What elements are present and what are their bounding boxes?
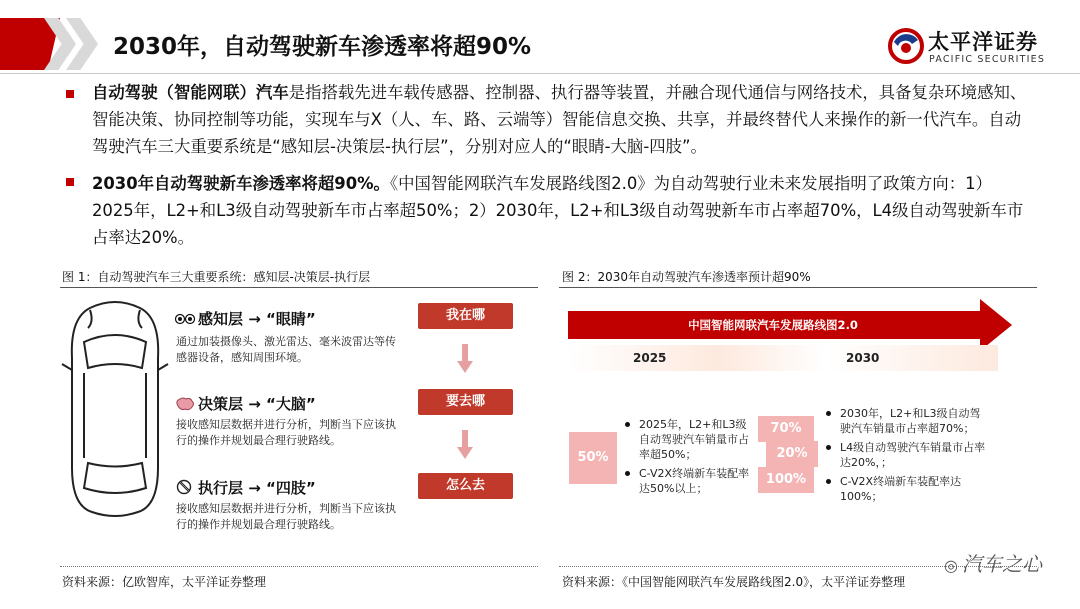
fig1-section-title-2: 决策层 → “大脑” [198, 395, 316, 413]
bullet-lead-1: 自动驾驶（智能网联）汽车 [92, 83, 289, 102]
notes-2030 [826, 406, 991, 508]
where-am-i-button: 我在哪 [418, 303, 513, 329]
company-logo [888, 26, 1058, 70]
bullet-text-2: 《中国智能网联汽车发展路线图2.0》为自动驾驶行业未来发展指明了政策方向：1）2025年，L2+和L3级自动驾驶新车市占率超50%；2）2030年，L2+和L3级自动驾驶新车市占率超70%，L4级自动驾驶新车市占率达20%。 [92, 174, 1024, 247]
notes-2025 [625, 417, 755, 500]
fig1-caption: 图 1：自动驾驶汽车三大重要系统：感知层-决策层-执行层 [62, 270, 371, 284]
fig1-source: 资料来源：亿欧智库，太平洋证券整理 [62, 575, 267, 589]
how-to-go-button: 怎么去 [418, 473, 513, 499]
fig1-section-desc-1: 通过加装摄像头、激光雷达、毫米波雷达等传感器设备，感知周围环境。 [176, 335, 396, 364]
fig1-section-title-3: 执行层 → “四肢” [198, 479, 316, 497]
fig1-section-desc-2: 接收感知层数据并进行分析，判断当下应该执行的操作并规划最合理行驶路线。 [176, 418, 396, 447]
down-arrow-icon [457, 344, 473, 374]
down-arrow-icon [457, 430, 473, 460]
fig2-source: 资料来源：《中国智能网联汽车发展路线图2.0》，太平洋证券整理 [562, 575, 906, 589]
bullet-lead-2: 2030年自动驾驶新车渗透率将超90%。 [92, 174, 390, 193]
brain-icon [175, 396, 193, 410]
bullet-text-1: 是指搭载先进车载传感器、控制器、执行器等装置，并融合现代通信与网络技术，具备复杂环境感知、智能决策、协同控制等功能，实现车与X（人、车、路、云端等）智能信息交换、共享，并最终替代人来操作的新一代汽车。自动驾驶汽车三大重要系统是“感知层-决策层-执行层”，分别对应人的“眼睛-大脑-四肢”。 [92, 83, 1027, 156]
year-2030-label: 2030 [846, 351, 880, 365]
bullet-marker-2 [66, 178, 74, 186]
car-topview-illustration [60, 298, 170, 520]
fig2-top-rule [559, 287, 1037, 288]
pct-badge-2030-cv2x: 100% [758, 467, 814, 493]
where-to-go-button: 要去哪 [418, 389, 513, 415]
fig1-bottom-rule [60, 566, 538, 567]
logo-mark-icon [888, 28, 924, 64]
year-2025-label: 2025 [633, 351, 667, 365]
header-divider [0, 73, 1080, 74]
note-2030-2: L4级自动驾驶汽车销量市占率达20%，； [826, 440, 991, 470]
bullet-marker-1 [66, 90, 74, 98]
note-2030-1: 2030年，L2+和L3级自动驾驶汽车销量市占率超70%； [826, 406, 991, 436]
pct-badge-2030-l4: 20% [766, 441, 818, 467]
fig1-top-rule [60, 287, 538, 288]
note-2025-2: C-V2X终端新车装配率达50%以上； [625, 466, 755, 496]
watermark-text: 汽车之心 [962, 552, 1042, 576]
logo-text-cn: 太平洋证券 [928, 30, 1038, 54]
eyes-icon [175, 311, 193, 325]
fig1-section-title-1: 感知层 → “眼睛” [198, 310, 316, 328]
roadmap-banner-title: 中国智能网联汽车发展路线图2.0 [688, 318, 858, 332]
fig2-caption: 图 2：2030年自动驾驶汽车渗透率预计超90% [562, 270, 811, 284]
watermark [944, 548, 1042, 577]
pct-badge-2030-l2l3: 70% [758, 416, 814, 442]
page-title: 2030年，自动驾驶新车渗透率将超90% [113, 34, 532, 60]
pct-badge-2025: 50% [569, 432, 617, 484]
logo-text-en: PACIFIC SECURITIES [929, 54, 1046, 65]
fig1-section-desc-3: 接收感知层数据并进行分析，判断当下应该执行的操作并规划最合理行驶路线。 [176, 502, 396, 531]
bullet-paragraph-1 [92, 79, 1032, 160]
steering-icon [176, 479, 192, 495]
bullet-paragraph-2 [92, 170, 1032, 251]
wechat-icon: ◎ [944, 556, 958, 575]
note-2030-3: C-V2X终端新车装配率达100%； [826, 474, 991, 504]
note-2025-1: 2025年，L2+和L3级自动驾驶汽车销量市占率超50%； [625, 417, 755, 462]
